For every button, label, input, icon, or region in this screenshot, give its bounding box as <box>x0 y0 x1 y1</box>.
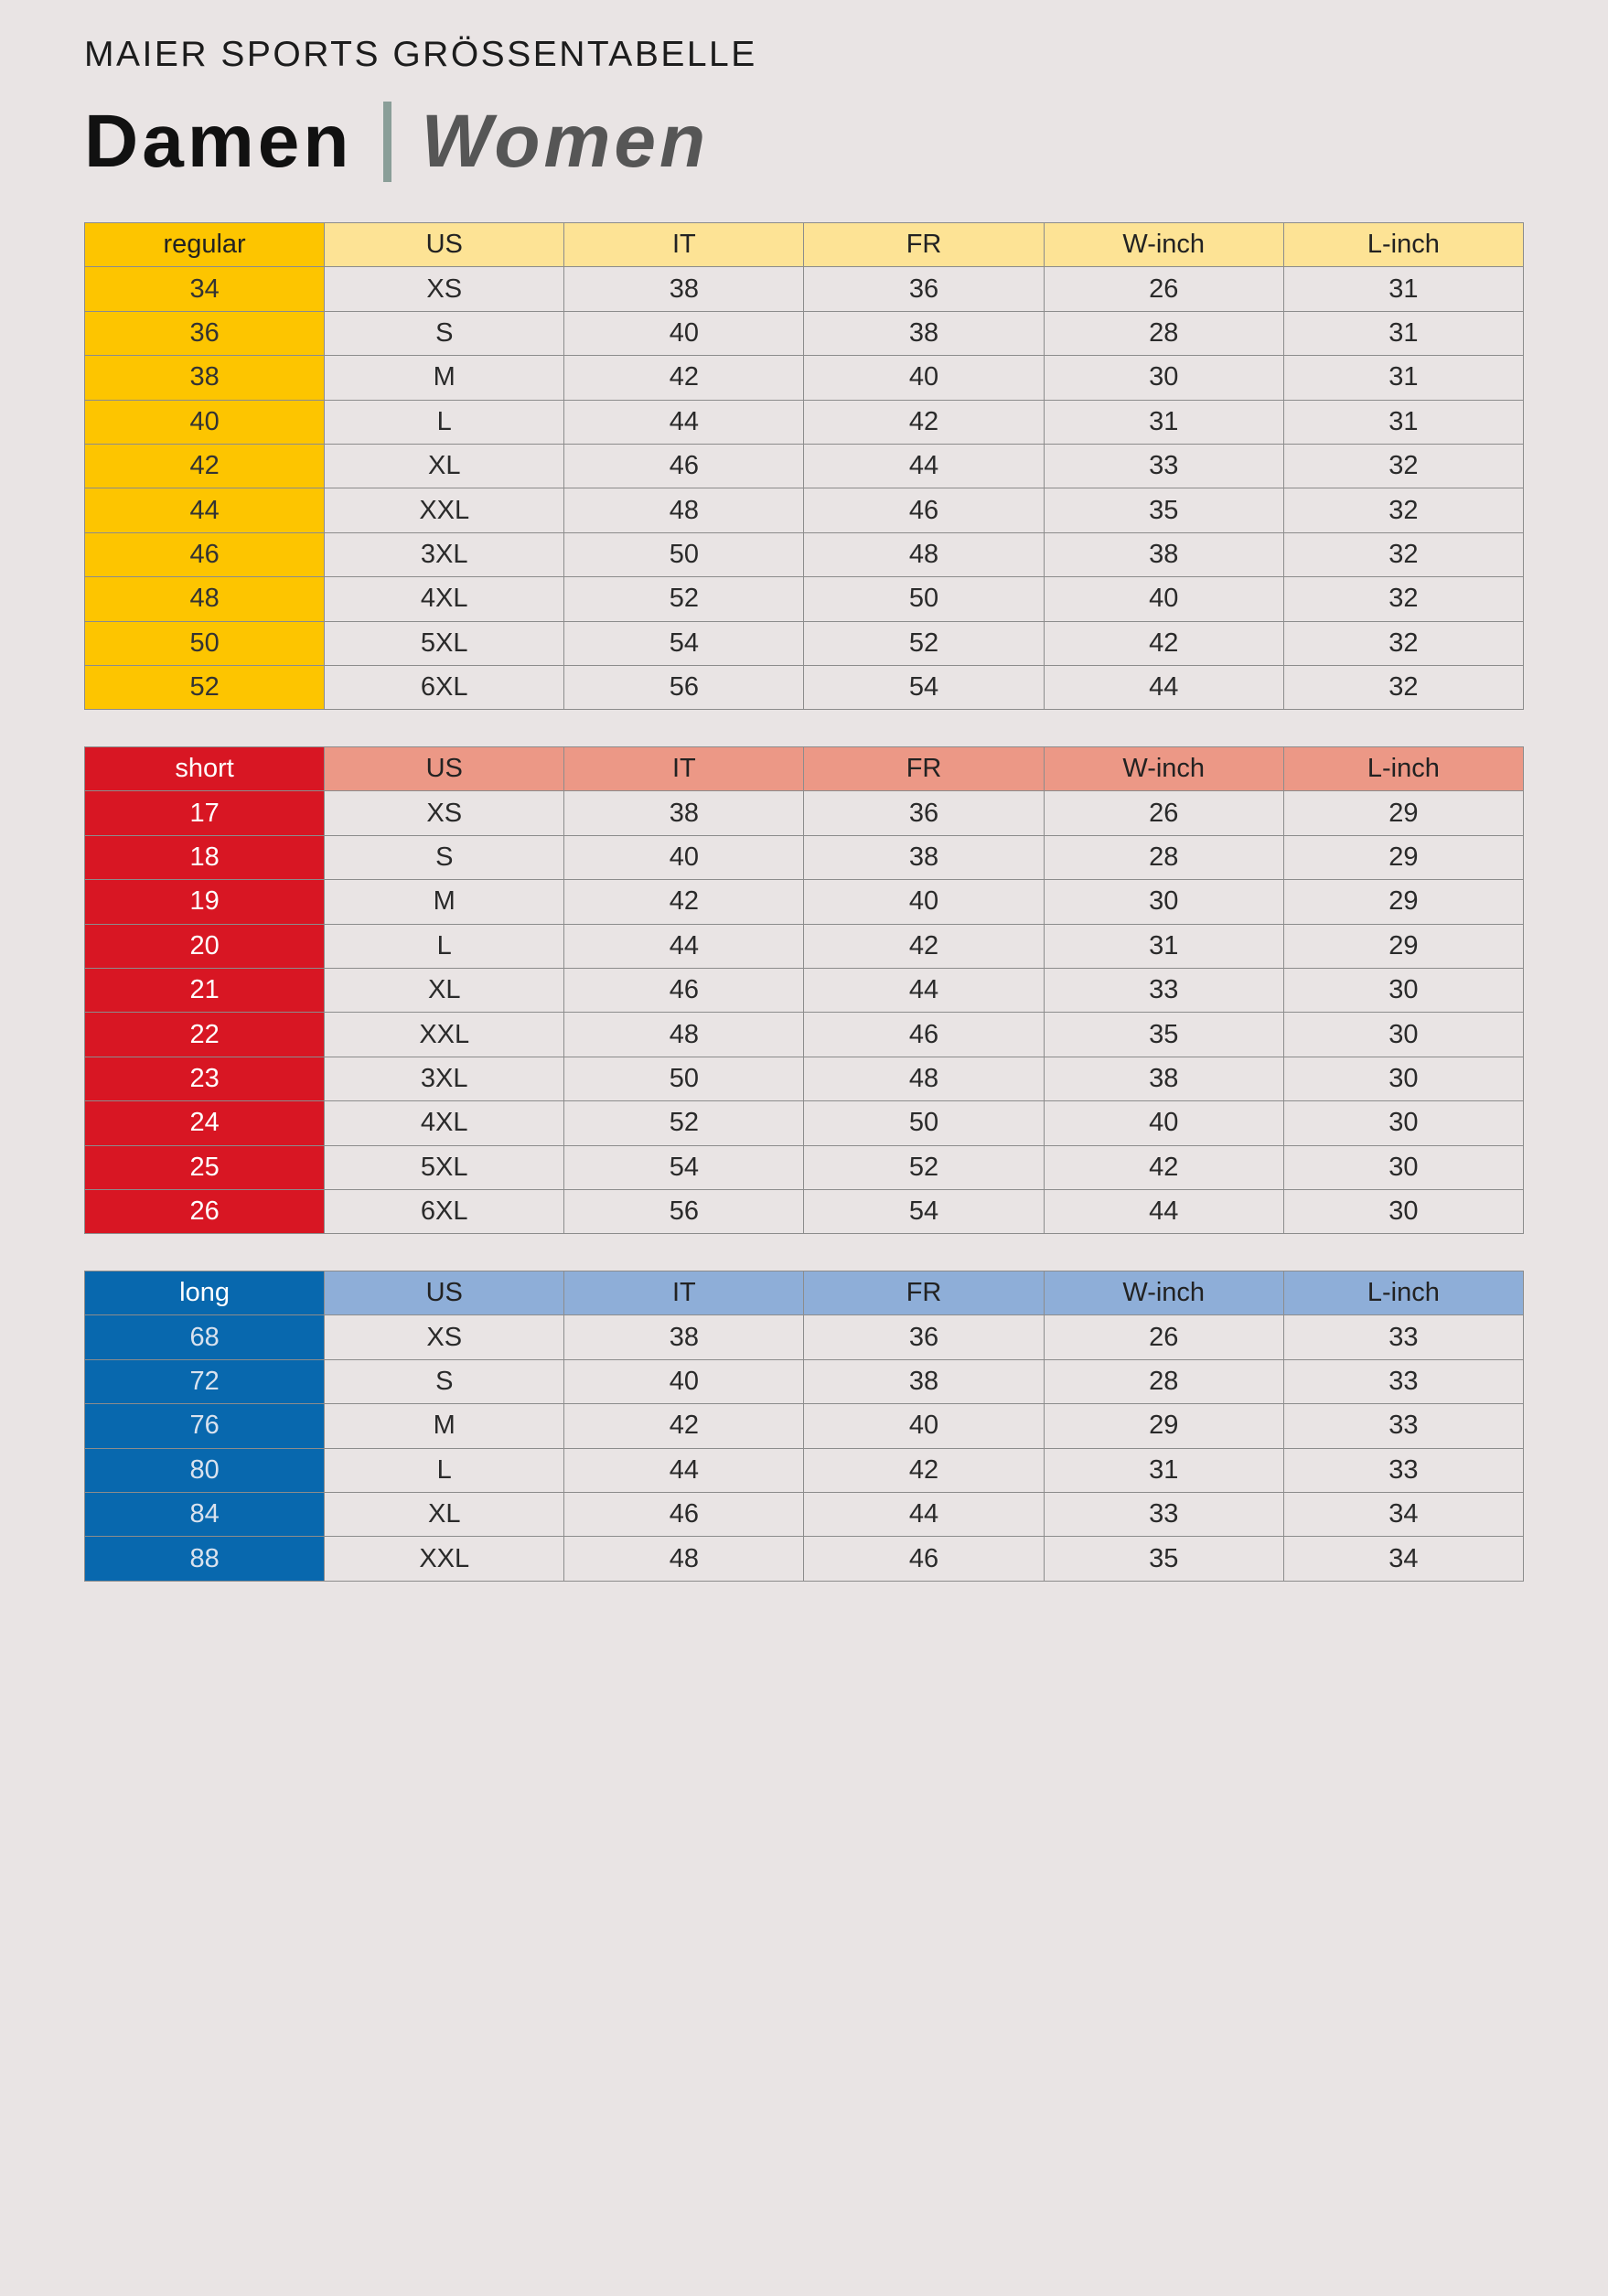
table-cell: 33 <box>1283 1359 1523 1403</box>
table-cell: 44 <box>564 924 804 968</box>
table-cell: 32 <box>1283 444 1523 488</box>
table-cell: 26 <box>1044 267 1283 311</box>
column-header: W-inch <box>1044 747 1283 791</box>
table-cell: 40 <box>804 356 1044 400</box>
table-cell: 30 <box>1283 968 1523 1012</box>
table-cell: 30 <box>1283 1057 1523 1100</box>
regular-size-table <box>84 222 1524 710</box>
table-row <box>85 267 1524 311</box>
table-cell: M <box>325 1404 564 1448</box>
table-cell: 36 <box>804 267 1044 311</box>
size-label-cell: 88 <box>85 1537 325 1581</box>
table-cell: 54 <box>564 1145 804 1189</box>
column-header: short <box>85 747 325 791</box>
size-label-cell: 84 <box>85 1492 325 1536</box>
table-cell: S <box>325 311 564 355</box>
table-cell: 4XL <box>325 1101 564 1145</box>
table-row <box>85 880 1524 924</box>
title-english: Women <box>421 100 710 183</box>
size-label-cell: 80 <box>85 1448 325 1492</box>
column-header: IT <box>564 1271 804 1315</box>
table-cell: 40 <box>564 1359 804 1403</box>
table-cell: 56 <box>564 665 804 709</box>
table-cell: 34 <box>1283 1537 1523 1581</box>
table-cell: 44 <box>1044 1189 1283 1233</box>
table-cell: 29 <box>1283 835 1523 879</box>
table-cell: 52 <box>804 1145 1044 1189</box>
column-header: regular <box>85 223 325 267</box>
table-cell: 36 <box>804 791 1044 835</box>
size-label-cell: 20 <box>85 924 325 968</box>
table-cell: 40 <box>1044 577 1283 621</box>
size-label-cell: 22 <box>85 1013 325 1057</box>
table-cell: 35 <box>1044 1537 1283 1581</box>
table-cell: 38 <box>1044 532 1283 576</box>
table-cell: 50 <box>564 532 804 576</box>
table-cell: 33 <box>1283 1404 1523 1448</box>
table-cell: 38 <box>564 791 804 835</box>
table-cell: 42 <box>564 356 804 400</box>
column-header: W-inch <box>1044 223 1283 267</box>
table-row <box>85 1189 1524 1233</box>
table-cell: 33 <box>1283 1448 1523 1492</box>
table-row <box>85 444 1524 488</box>
table-cell: 52 <box>564 1101 804 1145</box>
table-cell: 26 <box>1044 1315 1283 1359</box>
table-cell: 35 <box>1044 488 1283 532</box>
size-label-cell: 26 <box>85 1189 325 1233</box>
size-label-cell: 17 <box>85 791 325 835</box>
column-header: L-inch <box>1283 223 1523 267</box>
table-cell: 32 <box>1283 577 1523 621</box>
column-header: US <box>325 747 564 791</box>
table-cell: 33 <box>1283 1315 1523 1359</box>
table-cell: 5XL <box>325 621 564 665</box>
table-cell: 42 <box>564 880 804 924</box>
title-separator <box>383 102 391 182</box>
table-cell: 33 <box>1044 1492 1283 1536</box>
table-cell: 28 <box>1044 835 1283 879</box>
table-cell: 4XL <box>325 577 564 621</box>
size-label-cell: 76 <box>85 1404 325 1448</box>
table-cell: 29 <box>1283 880 1523 924</box>
table-cell: S <box>325 1359 564 1403</box>
table-cell: XS <box>325 791 564 835</box>
table-cell: 5XL <box>325 1145 564 1189</box>
table-row <box>85 488 1524 532</box>
table-row <box>85 400 1524 444</box>
table-row <box>85 1101 1524 1145</box>
column-header: W-inch <box>1044 1271 1283 1315</box>
table-cell: 44 <box>564 1448 804 1492</box>
table-cell: 48 <box>564 488 804 532</box>
table-cell: 31 <box>1044 1448 1283 1492</box>
table-cell: 31 <box>1044 400 1283 444</box>
table-cell: 42 <box>564 1404 804 1448</box>
table-cell: 38 <box>1044 1057 1283 1100</box>
table-cell: 33 <box>1044 968 1283 1012</box>
table-cell: 29 <box>1044 1404 1283 1448</box>
short-size-table <box>84 746 1524 1234</box>
table-row <box>85 1448 1524 1492</box>
table-cell: 32 <box>1283 621 1523 665</box>
long-size-table <box>84 1271 1524 1582</box>
table-cell: 30 <box>1044 880 1283 924</box>
table-cell: 40 <box>564 835 804 879</box>
table-cell: 46 <box>564 968 804 1012</box>
table-cell: 48 <box>804 1057 1044 1100</box>
size-label-cell: 52 <box>85 665 325 709</box>
table-row <box>85 1492 1524 1536</box>
table-cell: XL <box>325 968 564 1012</box>
table-cell: 44 <box>804 1492 1044 1536</box>
table-row <box>85 532 1524 576</box>
table-cell: 50 <box>804 1101 1044 1145</box>
table-cell: 40 <box>564 311 804 355</box>
table-cell: 36 <box>804 1315 1044 1359</box>
table-cell: 42 <box>804 1448 1044 1492</box>
table-row <box>85 356 1524 400</box>
size-label-cell: 21 <box>85 968 325 1012</box>
table-cell: 54 <box>804 665 1044 709</box>
table-cell: 31 <box>1283 311 1523 355</box>
column-header: IT <box>564 223 804 267</box>
table-cell: 54 <box>804 1189 1044 1233</box>
table-cell: 56 <box>564 1189 804 1233</box>
table-cell: 30 <box>1283 1101 1523 1145</box>
column-header: US <box>325 223 564 267</box>
table-row <box>85 791 1524 835</box>
column-header: US <box>325 1271 564 1315</box>
table-cell: 54 <box>564 621 804 665</box>
size-label-cell: 44 <box>85 488 325 532</box>
table-cell: 44 <box>804 968 1044 1012</box>
table-cell: 28 <box>1044 1359 1283 1403</box>
table-cell: XS <box>325 1315 564 1359</box>
table-row <box>85 924 1524 968</box>
table-row <box>85 1404 1524 1448</box>
table-cell: 38 <box>564 267 804 311</box>
table-cell: 32 <box>1283 532 1523 576</box>
table-cell: 46 <box>564 1492 804 1536</box>
table-cell: 48 <box>564 1013 804 1057</box>
table-cell: 40 <box>1044 1101 1283 1145</box>
table-cell: 30 <box>1283 1013 1523 1057</box>
table-cell: 33 <box>1044 444 1283 488</box>
table-cell: 50 <box>804 577 1044 621</box>
table-cell: 40 <box>804 880 1044 924</box>
table-cell: XS <box>325 267 564 311</box>
table-cell: 3XL <box>325 1057 564 1100</box>
table-row <box>85 835 1524 879</box>
table-cell: 46 <box>804 1013 1044 1057</box>
size-label-cell: 19 <box>85 880 325 924</box>
size-label-cell: 48 <box>85 577 325 621</box>
page-supertitle: MAIER SPORTS GRÖSSENTABELLE <box>84 35 757 74</box>
column-header: FR <box>804 223 1044 267</box>
table-cell: 38 <box>564 1315 804 1359</box>
table-cell: L <box>325 924 564 968</box>
table-cell: 42 <box>1044 621 1283 665</box>
table-cell: L <box>325 1448 564 1492</box>
table-cell: 6XL <box>325 1189 564 1233</box>
table-cell: 30 <box>1283 1189 1523 1233</box>
table-row <box>85 577 1524 621</box>
table-cell: XXL <box>325 488 564 532</box>
table-cell: 32 <box>1283 665 1523 709</box>
table-cell: 31 <box>1283 267 1523 311</box>
table-cell: M <box>325 356 564 400</box>
table-cell: 44 <box>1044 665 1283 709</box>
size-label-cell: 36 <box>85 311 325 355</box>
table-cell: 29 <box>1283 924 1523 968</box>
table-header-row <box>85 1271 1524 1315</box>
table-cell: 48 <box>804 532 1044 576</box>
table-row <box>85 1145 1524 1189</box>
table-header-row <box>85 223 1524 267</box>
table-row <box>85 1013 1524 1057</box>
page-title <box>84 91 709 192</box>
table-cell: 28 <box>1044 311 1283 355</box>
table-row <box>85 1315 1524 1359</box>
size-label-cell: 68 <box>85 1315 325 1359</box>
table-cell: XL <box>325 1492 564 1536</box>
table-cell: 34 <box>1283 1492 1523 1536</box>
table-row <box>85 311 1524 355</box>
title-german: Damen <box>84 100 353 183</box>
table-cell: 6XL <box>325 665 564 709</box>
table-cell: 31 <box>1283 400 1523 444</box>
column-header: FR <box>804 747 1044 791</box>
table-row <box>85 621 1524 665</box>
table-cell: 31 <box>1283 356 1523 400</box>
table-cell: 52 <box>564 577 804 621</box>
table-cell: 52 <box>804 621 1044 665</box>
column-header: FR <box>804 1271 1044 1315</box>
column-header: long <box>85 1271 325 1315</box>
table-cell: 38 <box>804 835 1044 879</box>
table-cell: L <box>325 400 564 444</box>
size-label-cell: 24 <box>85 1101 325 1145</box>
table-cell: M <box>325 880 564 924</box>
table-cell: 40 <box>804 1404 1044 1448</box>
table-cell: 38 <box>804 311 1044 355</box>
table-row <box>85 1359 1524 1403</box>
table-cell: 46 <box>804 488 1044 532</box>
table-cell: 30 <box>1044 356 1283 400</box>
table-header-row <box>85 747 1524 791</box>
table-cell: 38 <box>804 1359 1044 1403</box>
size-label-cell: 72 <box>85 1359 325 1403</box>
table-cell: 42 <box>804 924 1044 968</box>
size-label-cell: 42 <box>85 444 325 488</box>
table-cell: 42 <box>1044 1145 1283 1189</box>
table-cell: S <box>325 835 564 879</box>
table-cell: XXL <box>325 1013 564 1057</box>
size-label-cell: 25 <box>85 1145 325 1189</box>
table-cell: 35 <box>1044 1013 1283 1057</box>
table-cell: 44 <box>804 444 1044 488</box>
table-cell: 3XL <box>325 532 564 576</box>
size-label-cell: 50 <box>85 621 325 665</box>
table-row <box>85 665 1524 709</box>
table-row <box>85 968 1524 1012</box>
table-cell: XXL <box>325 1537 564 1581</box>
size-label-cell: 23 <box>85 1057 325 1100</box>
table-cell: 46 <box>804 1537 1044 1581</box>
table-cell: 42 <box>804 400 1044 444</box>
size-label-cell: 46 <box>85 532 325 576</box>
column-header: IT <box>564 747 804 791</box>
table-cell: 48 <box>564 1537 804 1581</box>
column-header: L-inch <box>1283 747 1523 791</box>
table-row <box>85 1537 1524 1581</box>
size-label-cell: 40 <box>85 400 325 444</box>
size-label-cell: 18 <box>85 835 325 879</box>
column-header: L-inch <box>1283 1271 1523 1315</box>
table-cell: 26 <box>1044 791 1283 835</box>
table-cell: 46 <box>564 444 804 488</box>
table-cell: 31 <box>1044 924 1283 968</box>
table-cell: 50 <box>564 1057 804 1100</box>
table-cell: 30 <box>1283 1145 1523 1189</box>
table-row <box>85 1057 1524 1100</box>
table-cell: XL <box>325 444 564 488</box>
table-cell: 32 <box>1283 488 1523 532</box>
size-label-cell: 38 <box>85 356 325 400</box>
table-cell: 44 <box>564 400 804 444</box>
table-cell: 29 <box>1283 791 1523 835</box>
size-label-cell: 34 <box>85 267 325 311</box>
